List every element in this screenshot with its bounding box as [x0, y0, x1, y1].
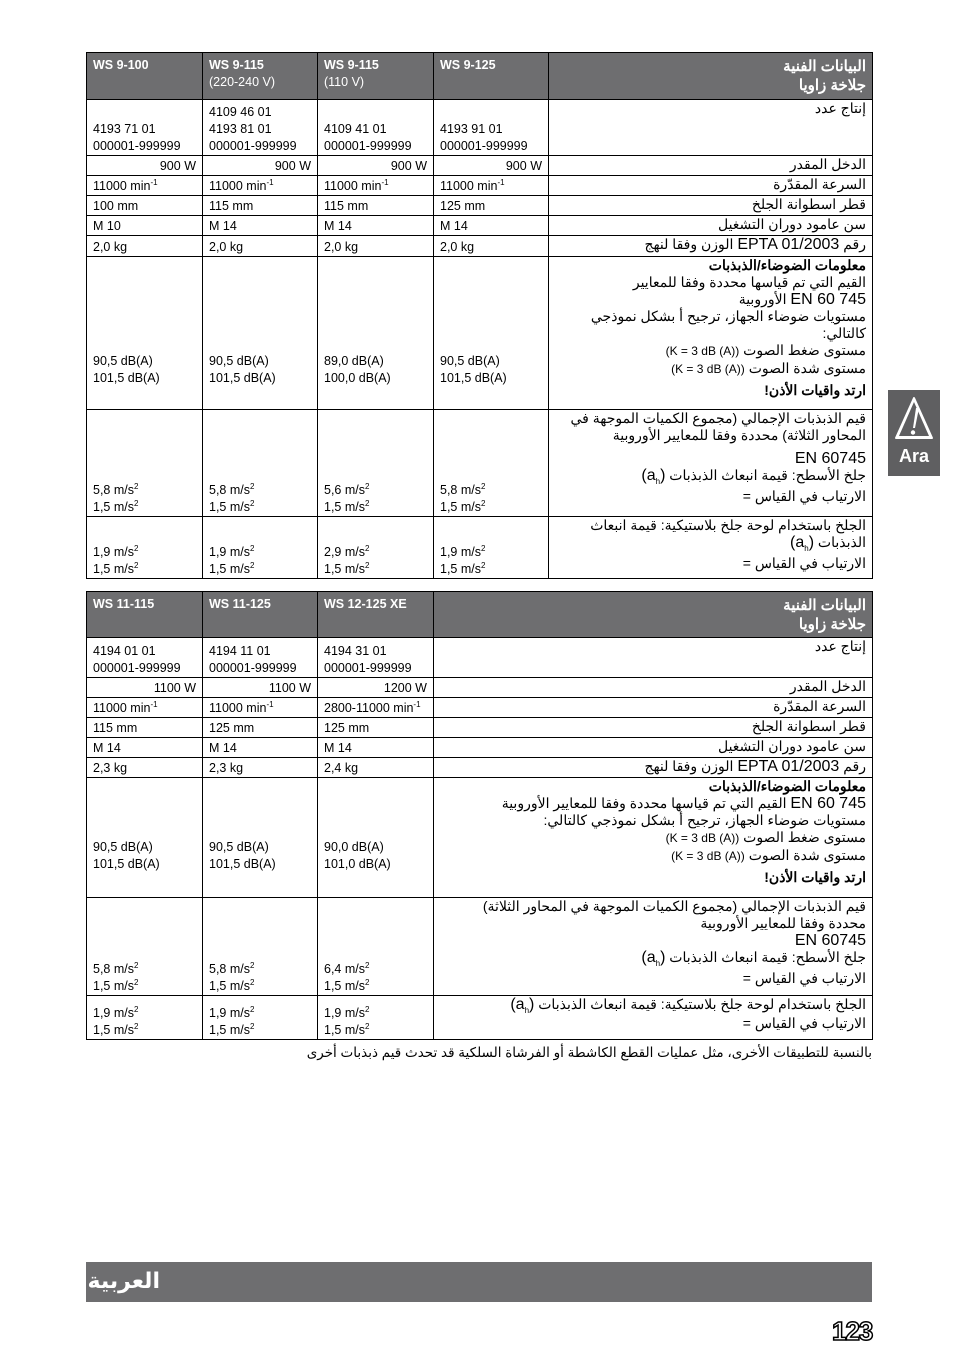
spindle-cell: M 14 — [318, 216, 434, 236]
weight-cell: 2,0 kg — [87, 236, 203, 257]
vib-cell: 5,8 $m/s^2$ 1,5 $m/s^2$ — [203, 410, 318, 517]
power-label: الدخل المقدر — [434, 678, 873, 698]
production-cell: 4194 01 01 000001-999999 — [87, 638, 203, 678]
spindle-cell: M 14 — [318, 738, 434, 758]
production-row — [87, 638, 873, 678]
spec-table-1 — [86, 52, 873, 579]
weight-cell: 2,3 kg — [87, 758, 203, 778]
disc-label: قطر اسطوانة الجلخ — [549, 196, 873, 216]
tech-data-header: البيانات الفنية جلاخة زاويا — [434, 592, 873, 638]
vib-plastic-row — [87, 517, 873, 579]
production-label: إنتاج عدد — [549, 100, 873, 156]
weight-row — [87, 236, 873, 257]
spec-table-2 — [86, 591, 873, 1040]
speed-cell: 11000 $\min^{-1}$ — [203, 698, 318, 718]
weight-label: رقم EPTA 01/2003 الوزن وفقا لنهج — [549, 236, 873, 257]
footer-language-bar — [86, 1262, 872, 1302]
vib-cell: 1,9 $m/s^2$ 1,5 $m/s^2$ — [87, 517, 203, 579]
speed-label: السرعة المقدّرة — [434, 698, 873, 718]
model-header: WS 11-125 — [203, 592, 318, 638]
weight-cell: 2,4 kg — [318, 758, 434, 778]
power-row — [87, 156, 873, 176]
disc-cell: 115 mm — [87, 718, 203, 738]
vib-cell: 1,9 $m/s^2$ 1,5 $m/s^2$ — [434, 517, 549, 579]
disc-cell: 125 mm — [318, 718, 434, 738]
power-row — [87, 678, 873, 698]
vib-cell: 1,9 $m/s^2$ 1,5 $m/s^2$ — [203, 996, 318, 1040]
noise-cell: 90,5 dB(A) 101,5 dB(A) — [203, 778, 318, 898]
power-cell: 900 W — [434, 156, 549, 176]
footnote: بالنسبة للتطبيقات الأخرى، مثل عمليات القطع الكاشطة أو الفرشاة السلكية قد تحدث قيم ذبذبات أخرى — [306, 1045, 872, 1060]
footer-language: العربية — [87, 1268, 160, 1293]
weight-cell: 2,3 kg — [203, 758, 318, 778]
vib-cell: 1,9 $m/s^2$ 1,5 $m/s^2$ — [87, 996, 203, 1040]
header-row — [87, 592, 873, 638]
disc-row — [87, 196, 873, 216]
tech-data-header: البيانات الفنية جلاخة زاويا — [549, 53, 873, 100]
speed-cell: 11000 $\min^{-1}$ — [87, 176, 203, 196]
disc-cell: 100 mm — [87, 196, 203, 216]
production-row — [87, 100, 873, 156]
production-label: إنتاج عدد — [434, 638, 873, 678]
vib-surface-row — [87, 898, 873, 996]
vib-plastic-row — [87, 996, 873, 1040]
warning-icon — [894, 394, 934, 442]
model-header: WS 9-115 (110 V) — [318, 53, 434, 100]
power-cell: 900 W — [203, 156, 318, 176]
model-header: WS 9-100 — [87, 53, 203, 100]
power-cell: 900 W — [87, 156, 203, 176]
production-cell: 4109 41 01 000001-999999 — [318, 100, 434, 156]
model-header: WS 11-115 — [87, 592, 203, 638]
production-cell: 4194 11 01 000001-999999 — [203, 638, 318, 678]
power-cell: 1100 W — [87, 678, 203, 698]
spindle-cell: M 14 — [434, 216, 549, 236]
production-cell: 4194 31 01 000001-999999 — [318, 638, 434, 678]
disc-row — [87, 718, 873, 738]
power-cell: 1100 W — [203, 678, 318, 698]
spindle-cell: M 14 — [87, 738, 203, 758]
power-label: الدخل المقدر — [549, 156, 873, 176]
disc-label: قطر اسطوانة الجلخ — [434, 718, 873, 738]
vib-plastic-label: الجلخ باستخدام لوحة جلخ بلاستيكية: قيمة انبعاث الذبذبات $(a_h)$ الارتياب في القياس = — [549, 517, 873, 579]
vib-cell: 1,9 $m/s^2$ 1,5 $m/s^2$ — [318, 996, 434, 1040]
speed-row — [87, 698, 873, 718]
noise-label: معلومات الضوضاء/الذبذبات القيم التي تم قياسها محددة وفقا للمعايير EN 60 745 الأوروبية مستويات ضوضاء الجهاز، ترجيح أ بشكل نموذجي كالتالي: مستوى ضغط الصوت (K = 3 dB (A)) مستوى شدة الصوت (K = 3 dB (A)) ارتد واقيات الأذن! — [549, 257, 873, 410]
spindle-cell: M 14 — [203, 216, 318, 236]
speed-row — [87, 176, 873, 196]
weight-cell: 2,0 kg — [318, 236, 434, 257]
spindle-row — [87, 738, 873, 758]
model-header: WS 9-125 — [434, 53, 549, 100]
production-cell: 4193 91 01 000001-999999 — [434, 100, 549, 156]
vib-label: قيم الذبذبات الإجمالي (مجموع الكميات الموجهة في المحاور الثلاثة) محددة وفقا للمعايير الأوروبية EN 60745 جلخ الأسطح: قيمة انبعاث الذبذبات $(a_h)$ الارتياب في القياس = — [434, 898, 873, 996]
vib-cell: 5,8 $m/s^2$ 1,5 $m/s^2$ — [434, 410, 549, 517]
speed-cell: 11000 $\min^{-1}$ — [318, 176, 434, 196]
noise-label: معلومات الضوضاء/الذبذبات EN 60 745 القيم التي تم قياسها محددة وفقا للمعايير الأوروبية مستويات ضوضاء الجهاز، ترجيح أ بشكل نموذجي كالتالي: مستوى ضغط الصوت (K = 3 dB (A)) مستوى شدة الصوت (K = 3 dB (A)) ارتد واقيات الأذن! — [434, 778, 873, 898]
noise-row — [87, 257, 873, 410]
weight-cell: 2,0 kg — [203, 236, 318, 257]
speed-cell: 11000 $\min^{-1}$ — [434, 176, 549, 196]
noise-cell: 90,5 dB(A) 101,5 dB(A) — [87, 778, 203, 898]
power-cell: 900 W — [318, 156, 434, 176]
header-row — [87, 53, 873, 100]
model-header: WS 9-115 (220-240 V) — [203, 53, 318, 100]
vib-cell: 6,4 $m/s^2$ 1,5 $m/s^2$ — [318, 898, 434, 996]
vib-cell: 1,9 $m/s^2$ 1,5 $m/s^2$ — [203, 517, 318, 579]
noise-row — [87, 778, 873, 898]
speed-cell: 11000 $\min^{-1}$ — [87, 698, 203, 718]
model-header: WS 12-125 XE — [318, 592, 434, 638]
noise-cell: 90,5 dB(A) 101,5 dB(A) — [434, 257, 549, 410]
vib-plastic-label: الجلخ باستخدام لوحة جلخ بلاستيكية: قيمة انبعاث الذبذبات $(a_h)$ الارتياب في القياس = — [434, 996, 873, 1040]
spindle-row — [87, 216, 873, 236]
weight-label: رقم EPTA 01/2003 الوزن وفقا لنهج — [434, 758, 873, 778]
production-cell: 4109 46 01 4193 81 01 000001-999999 — [203, 100, 318, 156]
spindle-label: سن عامود دوران التشغيل — [549, 216, 873, 236]
vib-cell: 5,8 $m/s^2$ 1,5 $m/s^2$ — [87, 410, 203, 517]
side-tab-label: Ara — [898, 446, 929, 466]
speed-label: السرعة المقدّرة — [549, 176, 873, 196]
weight-row — [87, 758, 873, 778]
vib-cell: 2,9 $m/s^2$ 1,5 $m/s^2$ — [318, 517, 434, 579]
vib-cell: 5,8 $m/s^2$ 1,5 $m/s^2$ — [203, 898, 318, 996]
speed-cell: 2800-11000 $\min^{-1}$ — [318, 698, 434, 718]
disc-cell: 115 mm — [203, 196, 318, 216]
noise-cell: 90,5 dB(A) 101,5 dB(A) — [87, 257, 203, 410]
spindle-cell: M 10 — [87, 216, 203, 236]
disc-cell: 125 mm — [203, 718, 318, 738]
noise-cell: 90,0 dB(A) 101,0 dB(A) — [318, 778, 434, 898]
vib-cell: 5,6 $m/s^2$ 1,5 $m/s^2$ — [318, 410, 434, 517]
speed-cell: 11000 $\min^{-1}$ — [203, 176, 318, 196]
noise-cell: 90,5 dB(A) 101,5 dB(A) — [203, 257, 318, 410]
disc-cell: 115 mm — [318, 196, 434, 216]
vib-cell: 5,8 $m/s^2$ 1,5 $m/s^2$ — [87, 898, 203, 996]
production-cell: 4193 71 01 000001-999999 — [87, 100, 203, 156]
language-side-tab — [888, 390, 940, 476]
weight-cell: 2,0 kg — [434, 236, 549, 257]
vib-surface-row — [87, 410, 873, 517]
disc-cell: 125 mm — [434, 196, 549, 216]
noise-cell: 89,0 dB(A) 100,0 dB(A) — [318, 257, 434, 410]
spindle-label: سن عامود دوران التشغيل — [434, 738, 873, 758]
vib-label: قيم الذبذبات الإجمالي (مجموع الكميات الموجهة في المحاور الثلاثة) محددة وفقا للمعايير الأوروبية EN 60745 جلخ الأسطح: قيمة انبعاث الذبذبات $(a_h)$ الارتياب في القياس = — [549, 410, 873, 517]
page-number: 123 — [832, 1316, 873, 1346]
power-cell: 1200 W — [318, 678, 434, 698]
spindle-cell: M 14 — [203, 738, 318, 758]
